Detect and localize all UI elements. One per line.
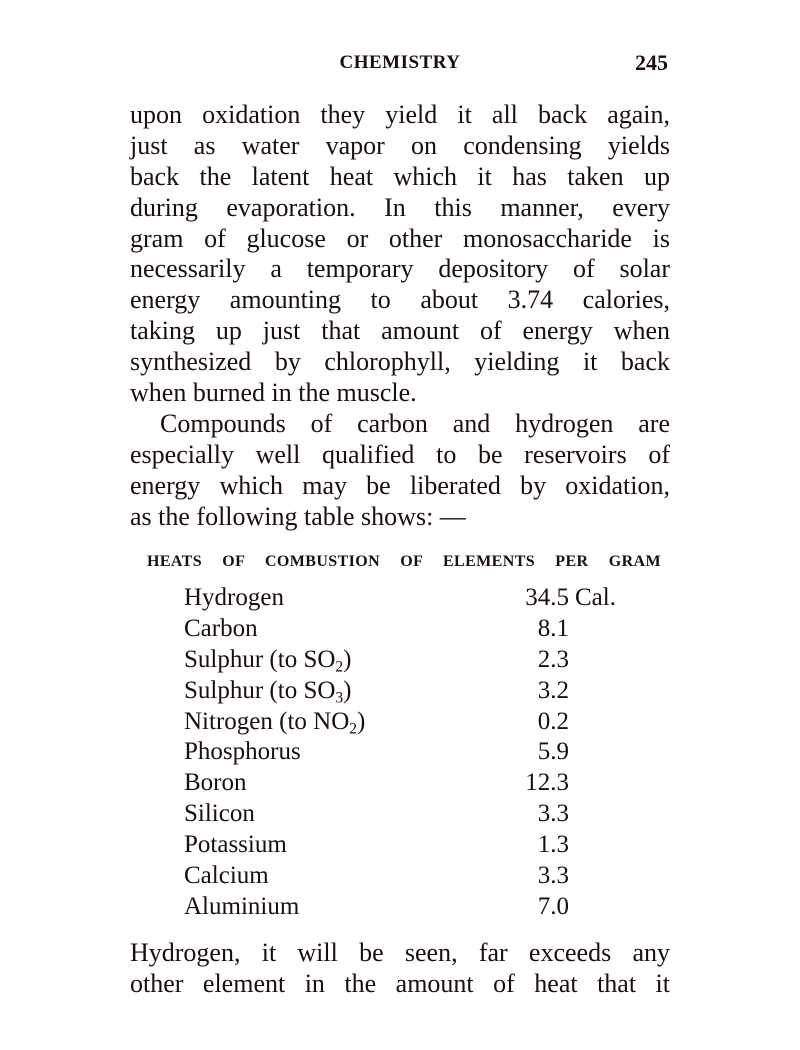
- paragraph-1-line: back the latent heat which it has taken up: [130, 161, 670, 191]
- page-number: 245: [635, 50, 668, 75]
- paragraph-2-line: especially well qualified to be reservoirs of: [130, 439, 670, 469]
- element-name: Sulphur (to $SO_2$): [184, 645, 352, 676]
- combustion-table: [184, 583, 644, 923]
- table-row: [184, 645, 644, 676]
- element-name: Silicon: [184, 800, 255, 828]
- subscript: 2: [335, 658, 344, 676]
- paragraph-1-line: when burned in the muscle.: [130, 378, 417, 408]
- paragraph-1-line: necessarily a temporary depository of solar: [130, 254, 670, 284]
- element-name: Calcium: [184, 862, 269, 890]
- heat-value: 3.2: [537, 676, 569, 704]
- paragraph-3-line: other element in the amount of heat that it: [130, 968, 670, 998]
- table-row: [184, 707, 644, 738]
- subscript: 2: [349, 719, 357, 737]
- body-text: [130, 100, 670, 532]
- heat-value: 3.3: [537, 800, 569, 828]
- table-row: [184, 676, 644, 707]
- heat-value: 7.0: [537, 892, 569, 920]
- table-row: [184, 799, 644, 830]
- table-row: [184, 614, 644, 645]
- table-row: [184, 892, 644, 923]
- paragraph-1-line: during evaporation. In this manner, every: [130, 192, 670, 222]
- heat-value: 34.5: [525, 584, 569, 611]
- running-head: [130, 50, 670, 80]
- paragraph-1-line: synthesized by chlorophyll, yielding it back: [130, 347, 670, 377]
- heat-value: 12.3: [525, 769, 569, 797]
- table-caption: HEATS OF COMBUSTION OF ELEMENTS PER GRAM: [147, 553, 661, 570]
- paragraph-2-line: as the following table shows: —: [130, 501, 466, 531]
- heat-value: 2.3: [537, 645, 569, 673]
- paragraph-1-line: upon oxidation they yield it all back again,: [130, 100, 670, 129]
- table-row: [184, 737, 644, 768]
- element-name: Aluminium: [184, 892, 300, 920]
- paragraph-2-line: Compounds of carbon and hydrogen are: [160, 408, 670, 438]
- paragraph-2-line: energy which may be liberated by oxidation,: [130, 470, 670, 500]
- heat-value: 8.1: [537, 614, 569, 642]
- running-title: CHEMISTRY: [339, 52, 461, 73]
- heat-unit: Cal.: [575, 584, 616, 611]
- element-name: Potassium: [184, 831, 287, 859]
- element-name: Phosphorus: [184, 738, 301, 766]
- table-row: [184, 768, 644, 799]
- table-row: [184, 861, 644, 892]
- paragraph-1-line: energy amounting to about 3.74 calories,: [130, 285, 670, 315]
- heat-value: 0.2: [537, 707, 569, 735]
- heat-value: 3.3: [537, 862, 569, 890]
- element-name: Sulphur (to $SO_3$): [184, 676, 352, 706]
- heat-value: 1.3: [537, 831, 569, 859]
- element-name: Carbon: [184, 614, 258, 642]
- element-name: Nitrogen (to $NO_2$): [184, 707, 366, 737]
- table-row: [184, 830, 644, 861]
- table-row: [184, 583, 644, 614]
- element-name: Hydrogen: [184, 584, 284, 611]
- heat-value: 5.9: [537, 738, 569, 766]
- paragraph-1-line: gram of glucose or other monosaccharide is: [130, 223, 670, 253]
- paragraph-1-line: just as water vapor on condensing yields: [130, 130, 670, 160]
- paragraph-1-line: taking up just that amount of energy when: [130, 316, 670, 346]
- subscript: 3: [335, 689, 344, 706]
- paragraph-3-line: Hydrogen, it will be seen, far exceeds any: [130, 938, 670, 967]
- element-name: Boron: [184, 769, 247, 797]
- body-text-continued: [130, 938, 670, 1000]
